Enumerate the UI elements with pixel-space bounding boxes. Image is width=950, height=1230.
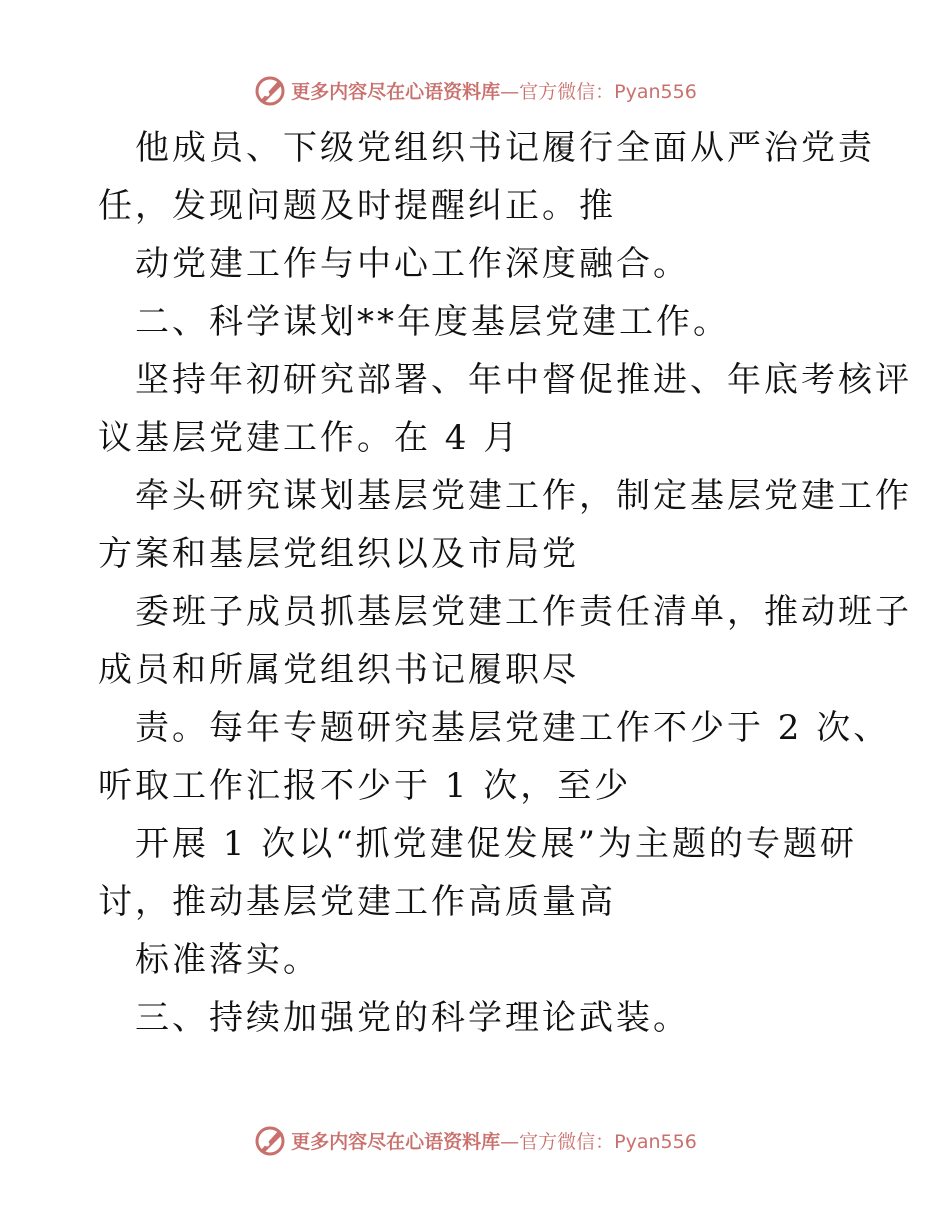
- body-line-2: 任，发现问题及时提醒纠正。推: [98, 186, 616, 226]
- body-line-3: 动党建工作与中心工作深度融合。: [135, 244, 690, 284]
- pen-nib-logo-icon: [253, 72, 289, 108]
- header-separator: —: [500, 80, 520, 103]
- body-line-13: 开展 1 次以“抓党建促发展”为主题的专题研: [135, 824, 858, 864]
- section-heading-2: 二、科学谋划**年度基层党建工作。: [135, 302, 730, 342]
- pen-nib-logo-icon: [253, 1122, 289, 1158]
- section-heading-3: 三、持续加强党的科学理论武装。: [135, 998, 690, 1038]
- header-site-name: 更多内容尽在心语资料库: [291, 80, 501, 103]
- body-line-11: 责。每年专题研究基层党建工作不少于 2 次、: [135, 708, 891, 748]
- body-line-8: 方案和基层党组织以及市局党: [98, 534, 579, 574]
- body-line-12: 听取工作汇报不少于 1 次，至少: [98, 766, 632, 806]
- body-line-1: 他成员、下级党组织书记履行全面从严治党责: [135, 128, 875, 168]
- footer-contact: 官方微信：Pyan556: [519, 1130, 697, 1153]
- header-banner: [0, 70, 950, 110]
- body-line-14: 讨，推动基层党建工作高质量高: [98, 882, 616, 922]
- body-line-6: 议基层党建工作。在 4 月: [98, 418, 521, 458]
- footer-separator: —: [500, 1130, 520, 1153]
- header-contact: 官方微信：Pyan556: [519, 80, 697, 103]
- body-line-9: 委班子成员抓基层党建工作责任清单，推动班子: [135, 592, 912, 632]
- body-line-10: 成员和所属党组织书记履职尽: [98, 650, 579, 690]
- footer-banner: [0, 1120, 950, 1160]
- header-banner-text: [291, 77, 697, 104]
- body-line-7: 牵头研究谋划基层党建工作，制定基层党建工作: [135, 476, 912, 516]
- body-line-5: 坚持年初研究部署、年中督促推进、年底考核评: [135, 360, 912, 400]
- footer-banner-text: [291, 1127, 697, 1154]
- footer-site-name: 更多内容尽在心语资料库: [291, 1130, 501, 1153]
- body-line-15: 标准落实。: [135, 940, 320, 980]
